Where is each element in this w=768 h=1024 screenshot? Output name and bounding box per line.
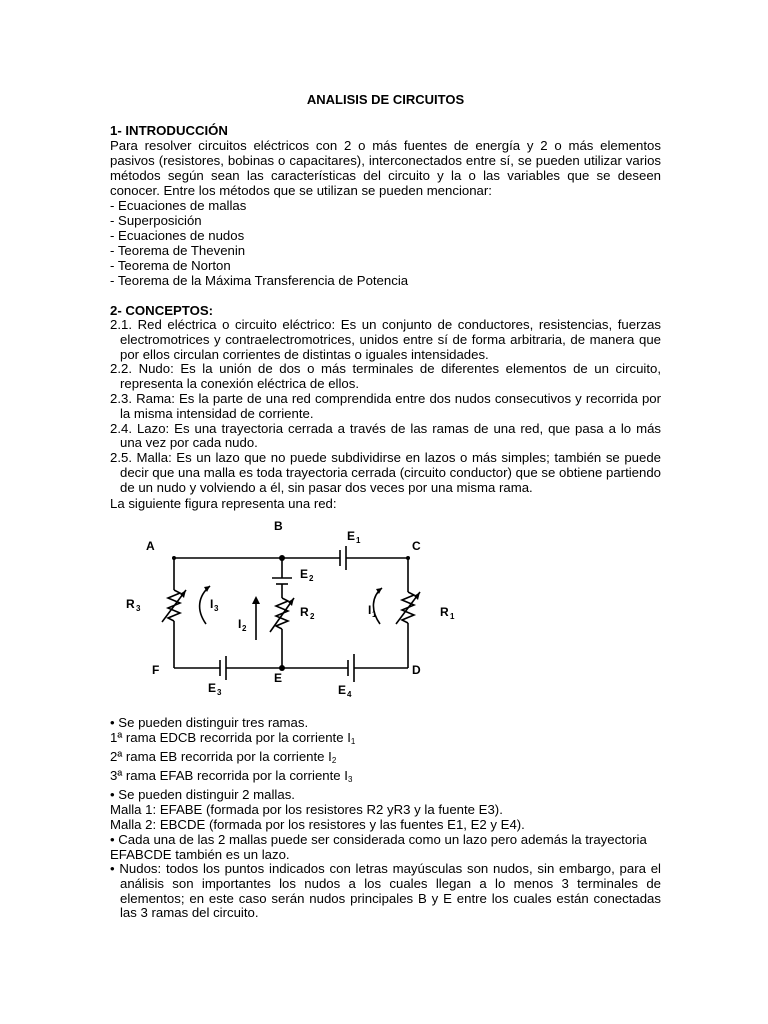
subscript-e2: 2	[309, 574, 314, 583]
label-i: I	[238, 617, 242, 631]
mesh-line: Malla 1: EFABE (formada por los resistores R2 yR3 y la fuente E3).	[110, 802, 503, 817]
intro-heading: 1- INTRODUCCIÓN	[110, 123, 228, 138]
label-r: R	[300, 605, 309, 619]
node-label-f: F	[152, 663, 160, 677]
method-item: - Ecuaciones de nudos	[110, 228, 245, 243]
method-item: - Teorema de Norton	[110, 258, 231, 273]
subscript-r2: 2	[310, 612, 315, 621]
branch-line: 1ª rama EDCB recorrida por la corriente $I_1$	[110, 730, 356, 746]
node-label-e: E	[274, 671, 283, 685]
subscript-r1: 1	[450, 612, 455, 621]
mesh-line: Malla 2: EBCDE (formada por los resistores y las fuentes E1, E2 y E4).	[110, 817, 525, 832]
analysis-line: EFABCDE también es un lazo.	[110, 847, 290, 862]
document-page	[110, 92, 661, 511]
node-label-b: B	[274, 519, 283, 533]
subscript-r3: 3	[136, 604, 141, 613]
subscript-i2: 2	[242, 624, 247, 633]
node-label-c: C	[412, 539, 421, 553]
document-title: ANALISIS DE CIRCUITOS	[306, 92, 465, 107]
concepts-heading: 2- CONCEPTOS:	[110, 303, 214, 318]
concept-item: 2.1. Red eléctrica o circuito eléctrico: Es un conjunto de conductores, resistencias, fuerzas electromotrices y contraelectromotrices, unidos entre sí de forma arbitraria, de manera que por ellos circulan corrientes de distintas o iguales intensidades.	[110, 317, 661, 362]
method-item: - Superposición	[110, 213, 202, 228]
concept-item: 2.5. Malla: Es un lazo que no puede subdividirse en lazos o más simples; también se puede decir que una malla es toda trayectoria cerrada (circuito conductor) que se obtiene partiendo de un nudo y volviendo a él, sin pasar dos veces por una misma rama.	[110, 450, 661, 495]
concept-item: 2.3. Rama: Es la parte de una red comprendida entre dos nudos consecutivos y recorrida por la misma intensidad de corriente.	[110, 390, 661, 421]
concept-item: 2.2. Nudo: Es la unión de dos o más terminales de diferentes elementos de un circuito, representa la conexión eléctrica de ellos.	[110, 361, 661, 392]
subscript-e1: 1	[356, 536, 361, 545]
branch-line: 3ª rama EFAB recorrida por la corriente $I_3$	[110, 768, 353, 784]
label-e: E	[208, 681, 217, 695]
subscript-e3: 3	[217, 688, 222, 697]
label-e: E	[347, 529, 356, 543]
label-e: E	[300, 567, 309, 581]
analysis-line: • Se pueden distinguir tres ramas.	[110, 715, 309, 730]
subscript-i1: 1	[372, 610, 377, 619]
subscript-i3: 3	[214, 604, 219, 613]
label-e: E	[338, 683, 347, 697]
subscript-e4: 4	[347, 690, 352, 699]
branch-line: 2ª rama EB recorrida por la corriente $I_2$	[110, 749, 337, 765]
circuit-diagram	[110, 512, 470, 702]
method-item: - Ecuaciones de mallas	[110, 198, 247, 213]
nodes-paragraph: • Nudos: todos los puntos indicados con letras mayúsculas son nudos, sin embargo, para el análisis son importantes los nudos a los cuales llegan a lo menos 3 terminales de elementos; en este caso serán nudos principales B y E entre los cuales están conectadas las 3 ramas del circuito.	[110, 861, 661, 921]
node-label-a: A	[146, 539, 155, 553]
analysis-line: • Cada una de las 2 mallas puede ser considerada como un lazo pero además la trayectoria	[110, 832, 647, 847]
label-i: I	[368, 603, 372, 617]
label-r: R	[126, 597, 135, 611]
node-label-d: D	[412, 663, 421, 677]
analysis-section	[110, 715, 661, 921]
intro-paragraph: Para resolver circuitos eléctricos con 2 o más fuentes de energía y 2 o más elementos pasivos (resistores, bobinas o capacitares), interconectados entre sí, se pueden utilizar varios métodos según sean las características del circuito y la o las variables que se deseen conocer. Entre los métodos que se utilizan se pueden mencionar:	[110, 138, 661, 198]
concept-item: 2.4. Lazo: Es una trayectoria cerrada a través de las ramas de una red, que pasa a lo más una vez por cada nudo.	[110, 420, 661, 451]
analysis-line: • Se pueden distinguir 2 mallas.	[110, 787, 295, 802]
method-item: - Teorema de la Máxima Transferencia de Potencia	[110, 273, 409, 288]
figure-intro: La siguiente figura representa una red:	[110, 495, 337, 511]
label-i: I	[210, 597, 214, 611]
label-r: R	[440, 605, 449, 619]
method-item: - Teorema de Thevenin	[110, 243, 246, 258]
